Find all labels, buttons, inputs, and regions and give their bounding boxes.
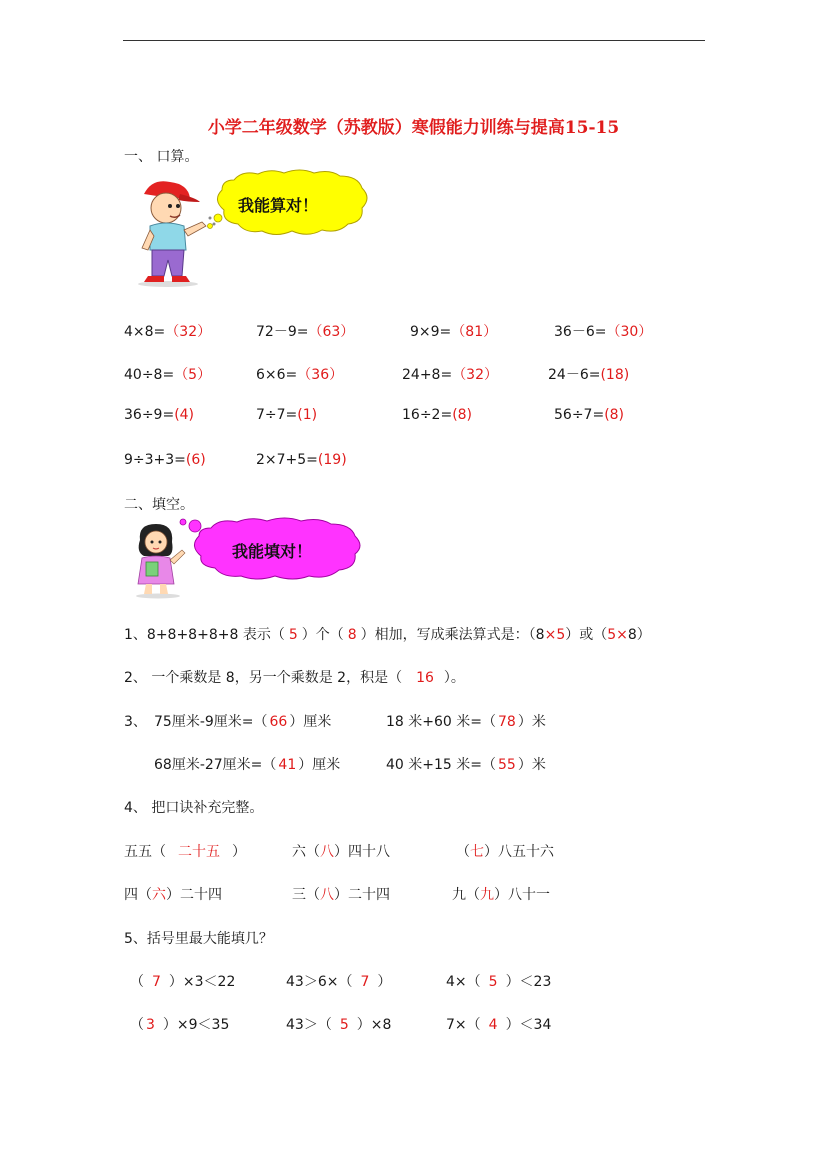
- calc-item: 72－9=（63）: [256, 324, 355, 340]
- calc-item: 9×9=（81）: [410, 324, 498, 340]
- calc-item: 24－6=(18): [548, 367, 630, 383]
- calc-item: 2×7+5=(19): [256, 452, 347, 468]
- bubble1-text: 我能算对！: [238, 196, 319, 215]
- calc-item: 56÷7=(8): [554, 407, 625, 423]
- inequality-item: （ 7 ）×3＜22: [130, 974, 236, 990]
- calc-item: 6×6=（36）: [256, 367, 344, 383]
- question-3-item: 68厘米-27厘米=（ 41 ）厘米: [154, 757, 341, 773]
- calc-item: 36÷9=(4): [124, 407, 195, 423]
- boy-illustration: [130, 172, 220, 287]
- rhyme-item: 六（八）四十八: [292, 844, 390, 860]
- header-rule: [123, 40, 705, 41]
- rhyme-item: 九（九）八十一: [452, 887, 550, 903]
- question-5-label: 5、括号里最大能填几？: [124, 931, 273, 947]
- rhyme-item: 三（八）二十四: [292, 887, 390, 903]
- inequality-item: 43＞（ 5 ）×8: [286, 1017, 392, 1033]
- bubble2-text: 我能填对！: [232, 542, 313, 561]
- section1-heading: 一、 口算。: [124, 149, 199, 165]
- calc-item: 36－6=（30）: [554, 324, 653, 340]
- calc-item: 16÷2=(8): [402, 407, 473, 423]
- question-1: 1、8+8+8+8+8 表示（ 5 ）个（ 8 ）相加，写成乘法算式是：（8×5）或（5×8）: [124, 627, 651, 643]
- rhyme-item: 五五（ 二十五 ）: [124, 844, 246, 860]
- calc-item: 24+8=（32）: [402, 367, 499, 383]
- question-3-item: 18 米+60 米=（ 78 ）米: [386, 714, 546, 730]
- page-title: 小学二年级数学（苏教版）寒假能力训练与提高15-15: [207, 118, 620, 138]
- inequality-item: 43＞6×（ 7 ）: [286, 974, 392, 990]
- calc-item: 40÷8=（5）: [124, 367, 212, 383]
- question-4-label: 4、 把口诀补充完整。: [124, 800, 264, 816]
- calc-item: 7÷7=(1): [256, 407, 318, 423]
- question-2: 2、 一个乘数是 8，另一个乘数是 2，积是（ 16 ）。: [124, 670, 465, 686]
- inequality-item: 4×（ 5 ）＜23: [446, 974, 552, 990]
- question-3-label: 3、: [124, 714, 147, 730]
- rhyme-item: 四（六）二十四: [124, 887, 222, 903]
- inequality-item: 7×（ 4 ）＜34: [446, 1017, 552, 1033]
- question-3-item: 40 米+15 米=（ 55 ）米: [386, 757, 546, 773]
- section2-heading: 二、填空。: [124, 497, 194, 513]
- question-3-item: 75厘米-9厘米=（ 66 ）厘米: [154, 714, 332, 730]
- calc-item: 9÷3+3=(6): [124, 452, 206, 468]
- rhyme-item: （七）八五十六: [456, 844, 554, 860]
- inequality-item: （ 3 ）×9＜35: [130, 1017, 230, 1033]
- calc-item: 4×8=（32）: [124, 324, 212, 340]
